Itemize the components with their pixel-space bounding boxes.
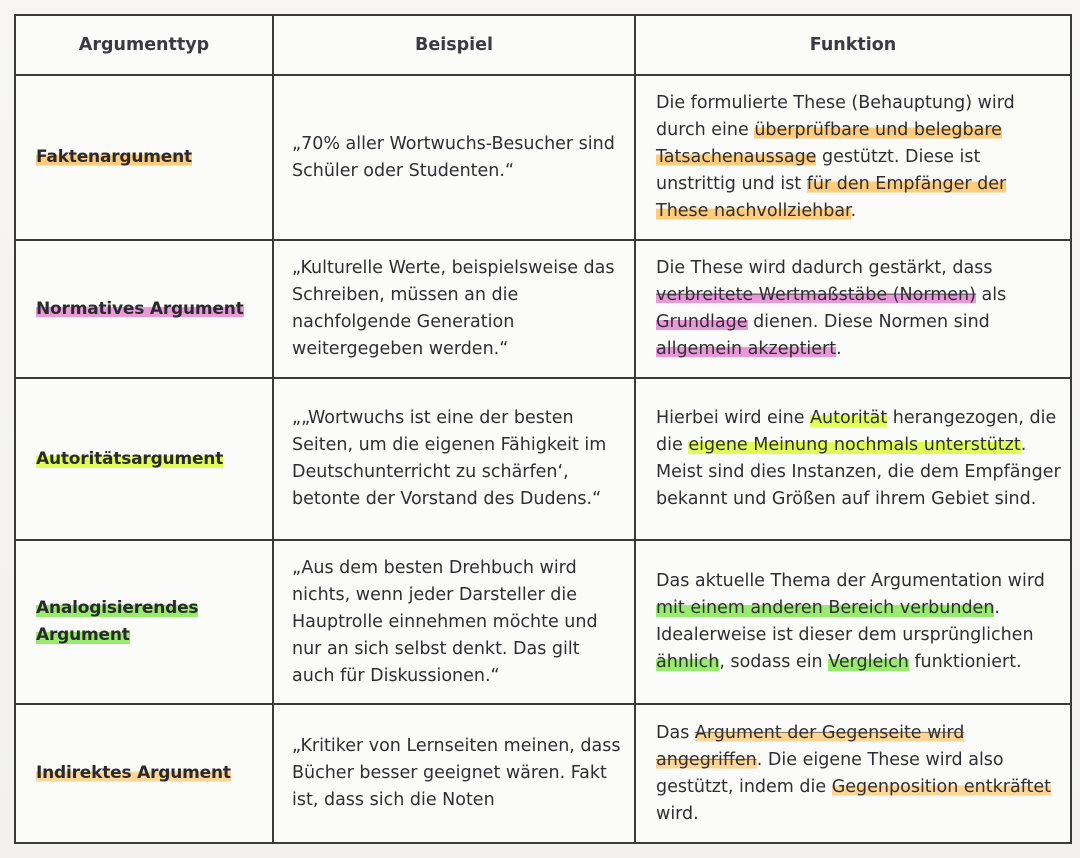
function-text: , sodass ein bbox=[719, 652, 829, 672]
header-argument-type: Argumenttyp bbox=[15, 15, 273, 75]
example-cell: „Kritiker von Lernseiten meinen, dass Bücher besser geeignet wären. Fakt ist, dass sich die Noten bbox=[273, 704, 635, 843]
table-row bbox=[15, 75, 1071, 240]
argument-type-cell bbox=[15, 75, 273, 240]
function-text: funktioniert. bbox=[908, 652, 1022, 672]
function-text: herangezogen, die die bbox=[656, 408, 1057, 455]
function-text: . Idealerweise ist dieser dem ursprünglichen bbox=[656, 598, 1034, 645]
argument-type-cell bbox=[15, 240, 273, 378]
highlight-orange: Argument der Gegenseite wird angegriffen bbox=[656, 722, 965, 770]
function-text: . Meist sind dies Instanzen, die dem Empfänger bekannt und Größen auf ihrem Gebiet sind. bbox=[656, 435, 1061, 509]
function-cell bbox=[635, 240, 1071, 378]
function-text: Das aktuelle Thema der Argumentation wird bbox=[656, 571, 1045, 591]
argument-type-label: Indirektes Argument bbox=[36, 763, 231, 783]
argument-type-label: Autoritätsargument bbox=[36, 448, 224, 469]
argument-types-table bbox=[14, 14, 1072, 844]
example-cell: „„Wortwuchs ist eine der besten Seiten, um die eigenen Fähigkeit im Deutschunterricht zu schärfen‘, betonte der Vorstand des Dudens.“ bbox=[273, 378, 635, 540]
argument-type-cell bbox=[15, 540, 273, 704]
argument-type-cell bbox=[15, 704, 273, 843]
highlight-pink: allgemein akzeptiert bbox=[656, 339, 837, 359]
header-example: Beispiel bbox=[273, 15, 635, 75]
header-function: Funktion bbox=[635, 15, 1071, 75]
table-row bbox=[15, 704, 1071, 843]
example-cell: „Aus dem besten Drehbuch wird nichts, wenn jeder Darsteller die Hauptrolle einnehmen möchte und nur an sich selbst denkt. Das gilt auch für Diskussionen.“ bbox=[273, 540, 635, 704]
function-cell bbox=[635, 540, 1071, 704]
table-row bbox=[15, 378, 1071, 540]
function-text: dienen. Diese Normen sind bbox=[747, 312, 990, 332]
table-row bbox=[15, 240, 1071, 378]
example-cell: „70% aller Wortwuchs-Besucher sind Schüler oder Studenten.“ bbox=[273, 75, 635, 240]
highlight-pink: Grundlage bbox=[656, 312, 748, 332]
highlight-orange: für den Empfänger der These nachvollziehbar bbox=[656, 174, 1007, 221]
function-text: Die formulierte These (Behauptung) wird durch eine bbox=[656, 93, 1015, 140]
function-text: . Die eigene These wird also gestützt, indem die bbox=[656, 749, 1004, 797]
function-text: . bbox=[850, 201, 857, 221]
highlight-green: mit einem anderen Bereich verbunden bbox=[656, 598, 995, 618]
highlight-yellow: Autorität bbox=[810, 408, 888, 428]
highlight-yellow: eigene Meinung nochmals unterstützt bbox=[688, 435, 1021, 455]
function-cell bbox=[635, 75, 1071, 240]
highlight-orange: überprüfbare und belegbare Tatsachenaussage bbox=[656, 120, 1002, 167]
function-text: wird. bbox=[656, 803, 699, 824]
function-text: Die These wird dadurch gestärkt, dass bbox=[656, 258, 993, 278]
function-text: als bbox=[975, 285, 1007, 305]
function-cell bbox=[635, 704, 1071, 843]
example-cell: „Kulturelle Werte, beispielsweise das Schreiben, müssen an die nachfolgende Generation weitergegeben werden.“ bbox=[273, 240, 635, 378]
function-text: gestützt. Diese ist unstrittig und ist bbox=[656, 147, 981, 194]
table-row bbox=[15, 540, 1071, 704]
argument-type-label: Normatives Argument bbox=[36, 298, 244, 319]
argument-type-cell bbox=[15, 378, 273, 540]
argument-type-label: Faktenargument bbox=[36, 147, 192, 167]
table-header-row bbox=[15, 15, 1071, 75]
highlight-green: Vergleich bbox=[828, 652, 909, 672]
function-text: Das bbox=[656, 722, 695, 743]
highlight-orange: Gegenposition entkräftet bbox=[831, 776, 1052, 797]
function-text: Hierbei wird eine bbox=[656, 408, 811, 428]
highlight-pink: verbreitete Wertmaßstäbe (Normen) bbox=[656, 285, 976, 305]
argument-type-label: Analogisierendes Argument bbox=[36, 598, 199, 645]
function-text: . bbox=[836, 339, 842, 359]
function-cell bbox=[635, 378, 1071, 540]
highlight-green: ähnlich bbox=[656, 652, 720, 672]
